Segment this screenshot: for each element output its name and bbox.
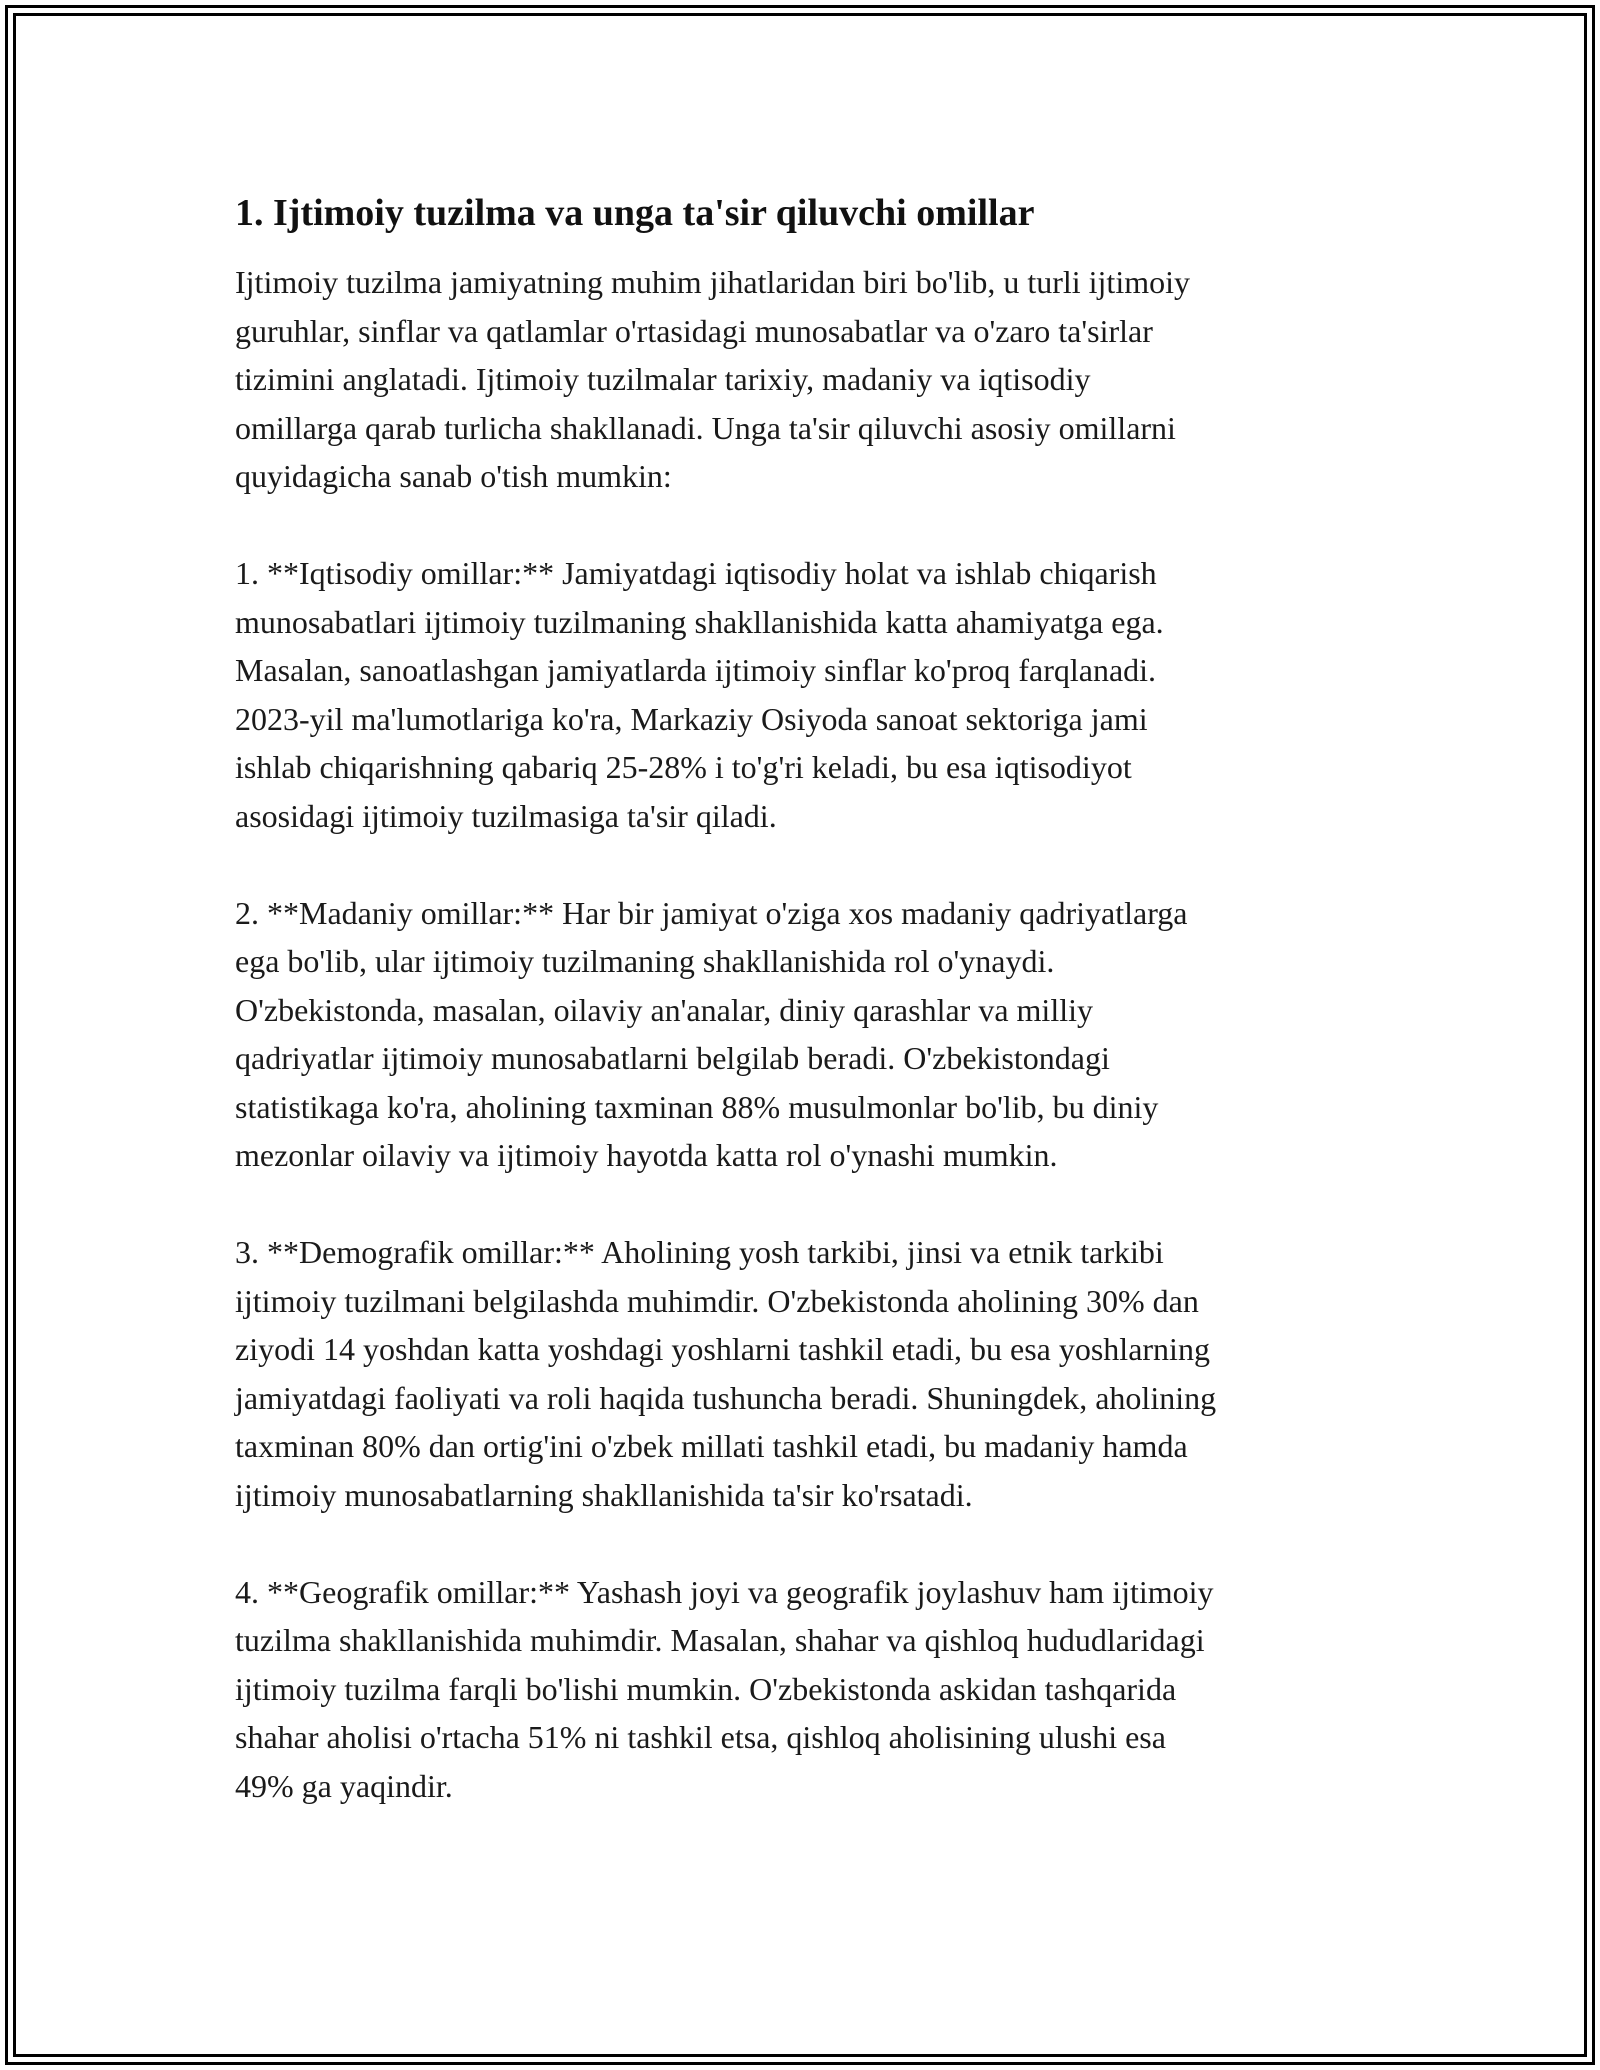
intro-paragraph: Ijtimoiy tuzilma jamiyatning muhim jihatlaridan biri bo'lib, u turli ijtimoiy guruhlar, sinflar va qatlamlar o'rtasidagi munosabatlar va o'zaro ta'sirlar tizimini anglatadi. Ijtimoiy tuzilmalar tarixiy, madaniy va iqtisodiy omillarga qarab turlicha shakllanadi. Unga ta'sir qiluvchi asosiy omillarni quyidagicha sanab o'tish mumkin: — [235, 264, 1190, 494]
cultural-factors-paragraph: 2. **Madaniy omillar:** Har bir jamiyat o'ziga xos madaniy qadriyatlarga ega bo'lib, ular ijtimoiy tuzilmaning shakllanishida rol o'ynaydi. O'zbekistonda, masalan, oilaviy an'analar, diniy qarashlar va milliy qadriyatlar ijtimoiy munosabatlarni belgilab beradi. O'zbekistondagi statistikaga ko'ra, aholining taxminan 88% musulmonlar bo'lib, bu diniy mezonlar oilaviy va ijtimoiy hayotda katta rol o'ynashi mumkin. — [235, 894, 1188, 1173]
demographic-factors-paragraph: 3. **Demografik omillar:** Aholining yosh tarkibi, jinsi va etnik tarkibi ijtimoiy tuzilmani belgilashda muhimdir. O'zbekistonda aholining 30% dan ziyodi 14 yoshdan katta yoshdagi yoshlarni tashkil etadi, bu esa yoshlarning jamiyatdagi faoliyati va roli haqida tushuncha beradi. Shuningdek, aholining taxminan 80% dan ortig'ini o'zbek millati tashkil etadi, bu madaniy hamda ijtimoiy munosabatlarning shakllanishida ta'sir ko'rsatadi. — [235, 1234, 1217, 1513]
economic-factors-paragraph: 1. **Iqtisodiy omillar:** Jamiyatdagi iqtisodiy holat va ishlab chiqarish munosabatlari ijtimoiy tuzilmaning shakllanishida katta ahamiyatga ega. Masalan, sanoatlashgan jamiyatlarda ijtimoiy sinflar ko'proq farqlanadi. 2023-yil ma'lumotlariga ko'ra, Markaziy Osiyoda sanoat sektoriga jami ishlab chiqarishning qabariq 25-28% i to'g'ri keladi, bu esa iqtisodiyot asosidagi ijtimoiy tuzilmasiga ta'sir qiladi. — [235, 555, 1164, 834]
document-body — [235, 188, 1375, 1810]
geographic-factors-paragraph: 4. **Geografik omillar:** Yashash joyi va geografik joylashuv ham ijtimoiy tuzilma shakllanishida muhimdir. Masalan, shahar va qishloq hududlaridagi ijtimoiy tuzilma farqli bo'lishi mumkin. O'zbekistonda askidan tashqarida shahar aholisi o'rtacha 51% ni tashkil etsa, qishloq aholisining ulushi esa 49% ga yaqindir. — [235, 1573, 1214, 1804]
section-heading: 1. Ijtimoiy tuzilma va unga ta'sir qiluvchi omillar — [235, 192, 1035, 234]
